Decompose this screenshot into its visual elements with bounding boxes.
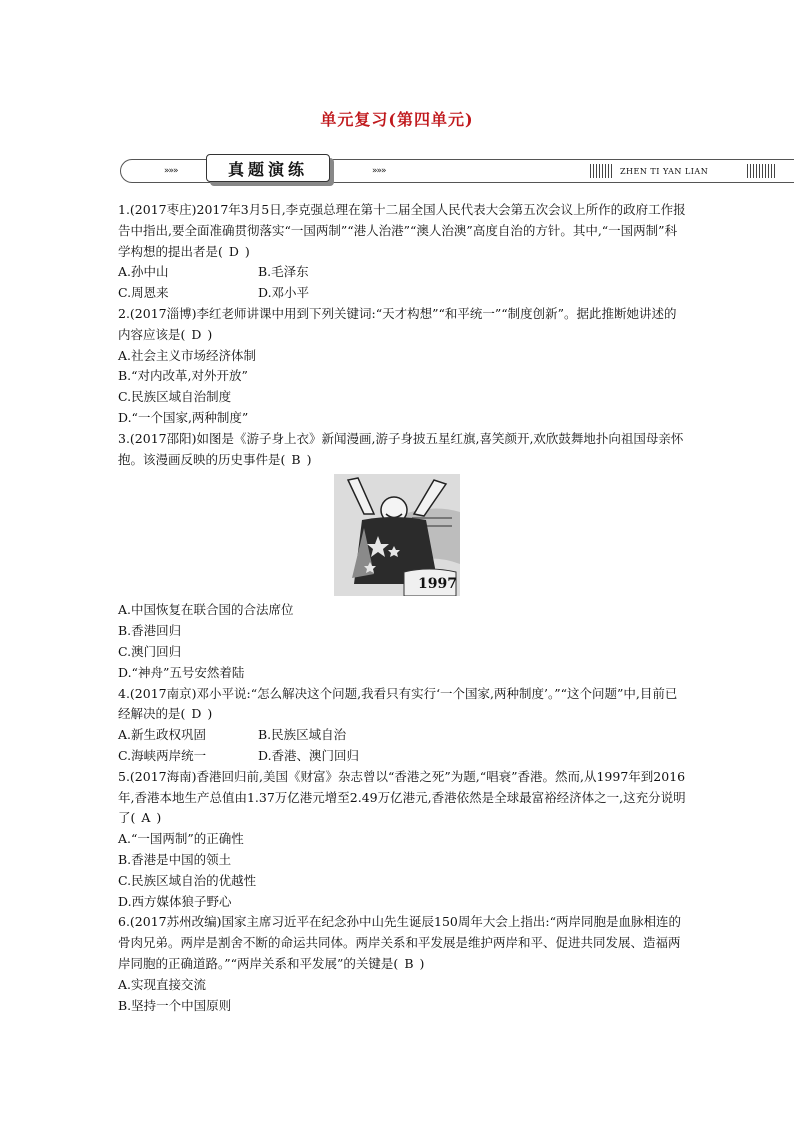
question-stem: 4.(2017南京)邓小平说:“怎么解决这个问题,我看只有实行‘一个国家,两种制度’。”“这个问题”中,目前已经解决的是( D ) [118,684,688,726]
option-c: C.周恩来 [118,285,169,301]
answer-mark: A [141,810,151,826]
option-d: D.邓小平 [258,285,310,301]
answer-mark: B [291,451,301,467]
question-stem: 1.(2017枣庄)2017年3月5日,李克强总理在第十二届全国人民代表大会第五次会议上所作的政府工作报告中指出,要全面准确贯彻落实“一国两制”“港人治港”“澳人治澳”高度自治的方针。其中,“一国两制”科学构想的提出者是( D ) [118,200,688,262]
option-b: B.“对内改革,对外开放” [118,368,248,384]
option-row [118,725,688,746]
question-4 [118,684,688,767]
question-6 [118,912,688,1016]
question-list [118,200,688,1016]
section-heading: 真题演练 [227,159,308,179]
question-stem: 6.(2017苏州改编)国家主席习近平在纪念孙中山先生诞辰150周年大会上指出:“两岸同胞是血脉相连的骨肉兄弟。两岸是割舍不断的命运共同体。两岸关系和平发展是维护两岸和平、促进共同发展、造福两岸同胞的正确道路。”“两岸关系和平发展”的关键是( B ) [118,912,688,974]
option-c: C.民族区域自治制度 [118,389,232,405]
arrow-decoration-icon: »»» [164,166,178,176]
question-5 [118,767,688,913]
option-d: D.西方媒体狼子野心 [118,893,232,909]
page-title: 单元复习(第四单元) [320,110,474,129]
answer-mark: B [404,955,414,971]
figure-year-label: 1997 [418,576,457,593]
option-d: D.“一个国家,两种制度” [118,409,249,425]
option-b: B.坚持一个中国原则 [118,997,232,1013]
answer-mark: D [228,243,239,259]
option-row [118,283,688,304]
option-c: C.澳门回归 [118,643,182,659]
question-3 [118,429,688,684]
option-a: A.实现直接交流 [118,976,207,992]
option-row [118,746,688,767]
option-a: A.社会主义市场经济体制 [118,347,257,363]
section-banner [120,154,794,188]
option-d: D.香港、澳门回归 [258,747,360,763]
option-c: C.民族区域自治的优越性 [118,872,257,888]
option-b: B.香港回归 [118,623,182,639]
option-b: B.民族区域自治 [258,727,347,743]
question-stem: 2.(2017淄博)李红老师讲课中用到下列关键词:“天才构想”“和平统一”“制度创新”。据此推断她讲述的内容应该是( D ) [118,304,688,346]
question-1 [118,200,688,304]
answer-mark: D [191,326,202,342]
banner-heading-box [206,154,330,182]
question-stem: 5.(2017海南)香港回归前,美国《财富》杂志曾以“香港之死”为题,“唱衰”香港。然而,从1997年到2016年,香港本地生产总值由1.37万亿港元增至2.49万亿港元,香港依然是全球最富裕经济体之一,这充分说明了( A ) [118,767,688,829]
stripe-decoration-icon [747,164,775,178]
option-c: C.海峡两岸统一 [118,747,207,763]
question-stem: 3.(2017邵阳)如图是《游子身上衣》新闻漫画,游子身披五星红旗,喜笑颜开,欢欣鼓舞地扑向祖国母亲怀抱。该漫画反映的历史事件是( B ) [118,429,688,471]
cartoon-image [334,474,460,596]
option-a: A.新生政权巩固 [118,727,207,743]
question-2 [118,304,688,429]
option-a: A.孙中山 [118,264,169,280]
answer-mark: D [191,706,202,722]
cartoon-illustration [334,474,460,596]
option-row [118,262,688,283]
option-d: D.“神舟”五号安然着陆 [118,664,245,680]
option-b: B.毛泽东 [258,264,309,280]
section-heading-pinyin: ZHEN TI YAN LIAN [620,167,709,176]
stripe-decoration-icon [590,164,612,178]
option-a: A.“一国两制”的正确性 [118,831,244,847]
option-b: B.香港是中国的领土 [118,851,232,867]
option-a: A.中国恢复在联合国的合法席位 [118,602,294,618]
arrow-decoration-icon: »»» [372,166,386,176]
